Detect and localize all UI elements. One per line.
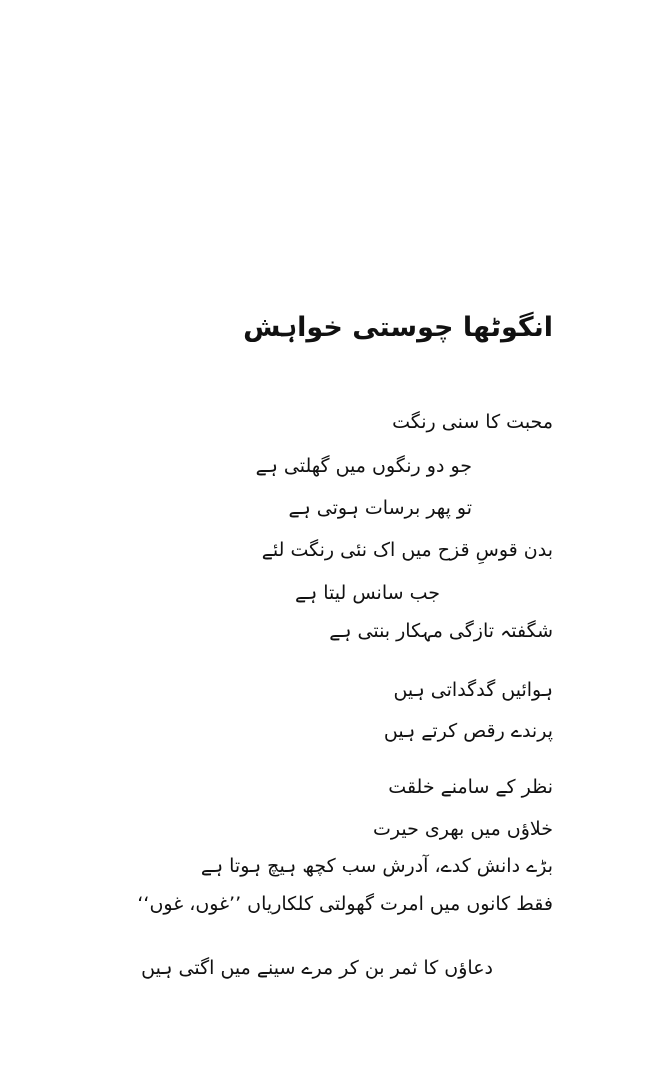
poem-line: تو پھر برسات ہوتی ہے <box>288 497 472 519</box>
poem-line: ہوائیں گدگداتی ہیں <box>393 679 553 701</box>
poem-line: دعاؤں کا ثمر بن کر مرے سینے میں اگتی ہیں <box>141 957 493 979</box>
poem-line: نظر کے سامنے خلقت <box>388 776 553 798</box>
poem-line: خلاؤں میں بھری حیرت <box>373 818 553 840</box>
poem-line: شگفتہ تازگی مہکار بنتی ہے <box>329 620 553 642</box>
poem-line: پرندے رقص کرتے ہیں <box>383 720 553 742</box>
poem-line: محبت کا سنی رنگت <box>392 411 553 433</box>
poem-title: انگوٹھا چوستی خواہش <box>243 312 553 343</box>
poem-line: بڑے دانش کدے، آدرش سب کچھ ہیچ ہوتا ہے <box>200 855 553 877</box>
poem-line: جو دو رنگوں میں گھلتی ہے <box>255 455 472 477</box>
poem-line: بدن قوسِ قزح میں اک نئی رنگت لئے <box>261 539 553 561</box>
poem-line: جب سانس لیتا ہے <box>294 582 440 604</box>
poem-line: فقط کانوں میں امرت گھولتی کلکاریاں ’’غوں، غوں‘‘ <box>137 893 553 915</box>
